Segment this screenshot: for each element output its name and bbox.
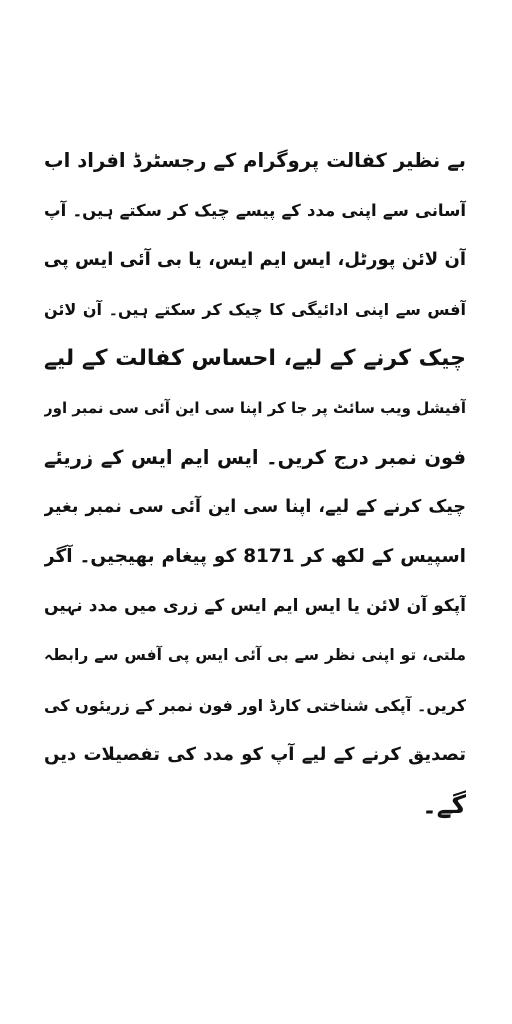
article-line: آفس سے اپنی ادائیگی کا چیک کر سکتے ہیں۔ آن لائن [44,299,466,319]
article-line: ملتی، تو اپنی نظر سے بی آئی ایس پی آفس سے رابطہ [44,646,466,664]
article-line: چیک کرنے کے لیے، احساس کفالت کے لیے [44,346,466,371]
article-line: تصدیق کرنے کے لیے آپ کو مدد کی تفصیلات دیں [44,744,466,765]
article-line: چیک کرنے کے لیے، اپنا سی این آئی سی نمبر بغیر [44,496,466,517]
article-line: اسپیس کے لکھ کر 8171 کو پیغام بھیجیں۔ آگر [44,546,466,567]
article-line: آن لائن پورٹل، ایس ایم ایس، یا بی آئی ایس پی [44,249,466,270]
article-line: فون نمبر درج کریں۔ ایس ایم ایس کے زریئے [44,446,466,469]
article-body [44,136,466,829]
article-line: آسانی سے اپنی مدد کے پیسے چیک کر سکتے ہیں۔ آپ [44,200,466,220]
article-line: آفیشل ویب سائٹ پر جا کر اپنا سی این آئی سی نمبر اور [44,398,466,417]
article-line: گے۔ [422,789,466,819]
article-line: بے نظیر کفالت پروگرام کے رجسٹرڈ افراد اب [44,149,466,172]
article-line: آپکو آن لائن یا ایس ایم ایس کے زری میں مدد نہیں [44,595,466,616]
article-line: کریں۔ آپکی شناختی کارڈ اور فون نمبر کے زریئوں کی [44,695,466,715]
